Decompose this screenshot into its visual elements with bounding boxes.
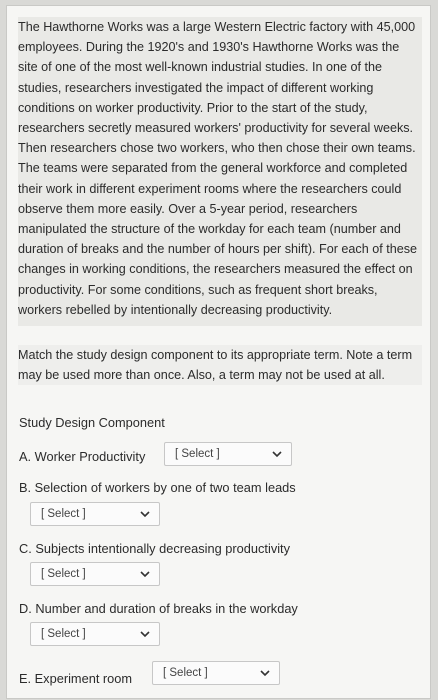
section-heading: Study Design Component — [19, 415, 165, 430]
item-c-label: C. Subjects intentionally decreasing productivity — [19, 541, 291, 556]
chevron-down-icon — [139, 628, 151, 640]
item-b-select[interactable] — [30, 502, 160, 526]
question-card — [6, 5, 431, 699]
item-d-label: D. Number and duration of breaks in the workday — [19, 601, 298, 616]
item-a-select-value: [ Select ] — [175, 448, 220, 460]
item-c-select-value: [ Select ] — [41, 568, 86, 580]
item-e-select[interactable] — [152, 661, 280, 685]
intro-paragraph: The Hawthorne Works was a large Western Electric factory with 45,000 employees. During the 1920's and 1930's Hawthorne Works was the site of one of the most well-known industrial studies. In one of the studies, researchers investigated the impact of different working conditions on worker productivity. Prior to the start of the study, researchers secretly measured workers' productivity for several weeks. Then researchers chose two workers, who then chose their own teams. The teams were separated from the general workforce and completed their work in different experiment rooms where the researchers could observe them more easily. Over a 5-year period, researchers manipulated the structure of the workday for each team (number and duration of breaks and the number of hours per shift). For each of these changes in working conditions, the researchers measured the effect on productivity. For some conditions, such as frequent short breaks, workers rebelled by intentionally decreasing productivity. — [18, 17, 422, 326]
item-b-select-value: [ Select ] — [41, 508, 86, 520]
chevron-down-icon — [139, 508, 151, 520]
item-c-select[interactable] — [30, 562, 160, 586]
chevron-down-icon — [259, 667, 271, 679]
item-e-label: E. Experiment room — [19, 671, 133, 686]
item-d-select-value: [ Select ] — [41, 628, 86, 640]
item-a-select[interactable] — [164, 442, 292, 466]
chevron-down-icon — [139, 568, 151, 580]
chevron-down-icon — [271, 448, 283, 460]
item-a-label: A. Worker Productivity — [19, 449, 146, 464]
instructions-text: Match the study design component to its appropriate term. Note a term may be used more than once. Also, a term may not be used at all. — [18, 345, 422, 385]
item-d-select[interactable] — [30, 622, 160, 646]
item-b-label: B. Selection of workers by one of two team leads — [19, 480, 296, 495]
item-e-select-value: [ Select ] — [163, 667, 208, 679]
